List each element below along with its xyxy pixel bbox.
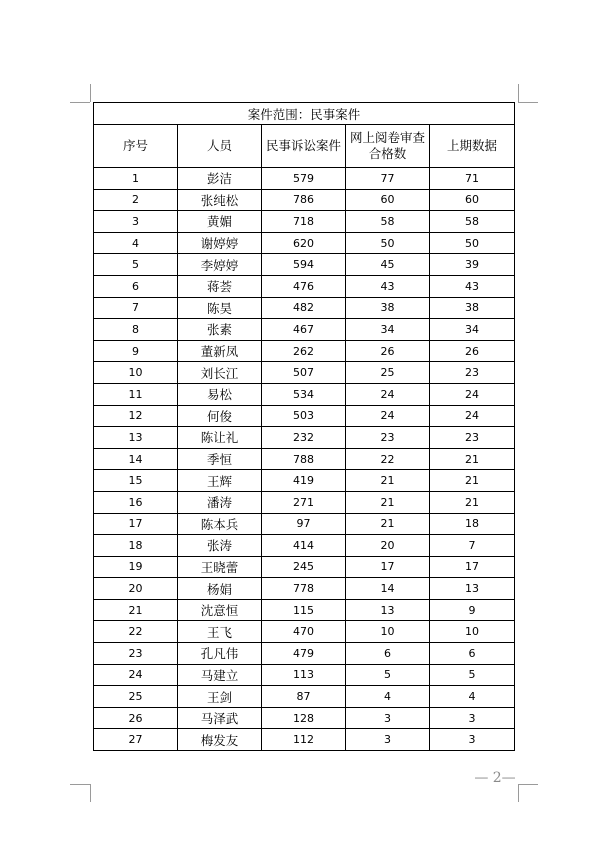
cell-index: 12 bbox=[94, 405, 178, 427]
cell-previous-data: 38 bbox=[430, 297, 515, 319]
cell-qualified-count: 25 bbox=[346, 362, 430, 384]
cell-civil-cases: 115 bbox=[262, 599, 346, 621]
table-row bbox=[94, 405, 515, 427]
cell-person: 陈本兵 bbox=[178, 513, 262, 535]
cell-previous-data: 71 bbox=[430, 168, 515, 190]
cell-qualified-count: 10 bbox=[346, 621, 430, 643]
table-row bbox=[94, 686, 515, 708]
case-statistics-table bbox=[93, 102, 515, 751]
crop-mark-top-right bbox=[518, 84, 519, 102]
cell-previous-data: 7 bbox=[430, 535, 515, 557]
cell-person: 董新凤 bbox=[178, 340, 262, 362]
table-row bbox=[94, 319, 515, 341]
cell-civil-cases: 470 bbox=[262, 621, 346, 643]
cell-previous-data: 17 bbox=[430, 556, 515, 578]
cell-person: 季恒 bbox=[178, 448, 262, 470]
cell-qualified-count: 24 bbox=[346, 405, 430, 427]
cell-previous-data: 10 bbox=[430, 621, 515, 643]
table-row bbox=[94, 513, 515, 535]
cell-index: 22 bbox=[94, 621, 178, 643]
cell-index: 15 bbox=[94, 470, 178, 492]
cell-civil-cases: 479 bbox=[262, 643, 346, 665]
cell-qualified-count: 22 bbox=[346, 448, 430, 470]
cell-qualified-count: 21 bbox=[346, 491, 430, 513]
cell-index: 26 bbox=[94, 707, 178, 729]
cell-civil-cases: 128 bbox=[262, 707, 346, 729]
cell-previous-data: 23 bbox=[430, 362, 515, 384]
cell-index: 8 bbox=[94, 319, 178, 341]
cell-person: 潘涛 bbox=[178, 491, 262, 513]
cell-previous-data: 6 bbox=[430, 643, 515, 665]
cell-person: 王辉 bbox=[178, 470, 262, 492]
cell-person: 沈意恒 bbox=[178, 599, 262, 621]
cell-index: 16 bbox=[94, 491, 178, 513]
cell-qualified-count: 24 bbox=[346, 383, 430, 405]
cell-civil-cases: 579 bbox=[262, 168, 346, 190]
table-row bbox=[94, 448, 515, 470]
cell-civil-cases: 620 bbox=[262, 232, 346, 254]
cell-qualified-count: 26 bbox=[346, 340, 430, 362]
table-row bbox=[94, 556, 515, 578]
cell-person: 张素 bbox=[178, 319, 262, 341]
cell-index: 19 bbox=[94, 556, 178, 578]
cell-civil-cases: 87 bbox=[262, 686, 346, 708]
header-civil-cases: 民事诉讼案件 bbox=[262, 125, 346, 168]
page-number: — 2— bbox=[474, 770, 516, 786]
crop-mark-top-left bbox=[70, 102, 90, 103]
cell-person: 张涛 bbox=[178, 535, 262, 557]
cell-civil-cases: 419 bbox=[262, 470, 346, 492]
cell-qualified-count: 21 bbox=[346, 470, 430, 492]
cell-person: 彭洁 bbox=[178, 168, 262, 190]
cell-qualified-count: 23 bbox=[346, 427, 430, 449]
cell-person: 马泽武 bbox=[178, 707, 262, 729]
cell-civil-cases: 414 bbox=[262, 535, 346, 557]
cell-previous-data: 39 bbox=[430, 254, 515, 276]
crop-mark-top-right bbox=[518, 102, 538, 103]
cell-qualified-count: 3 bbox=[346, 707, 430, 729]
cell-person: 黄媚 bbox=[178, 211, 262, 233]
cell-qualified-count: 45 bbox=[346, 254, 430, 276]
cell-index: 6 bbox=[94, 275, 178, 297]
table-scope-row bbox=[94, 103, 515, 125]
cell-civil-cases: 534 bbox=[262, 383, 346, 405]
cell-qualified-count: 13 bbox=[346, 599, 430, 621]
table-row bbox=[94, 643, 515, 665]
table-row bbox=[94, 599, 515, 621]
cell-person: 孔凡伟 bbox=[178, 643, 262, 665]
cell-index: 18 bbox=[94, 535, 178, 557]
cell-qualified-count: 4 bbox=[346, 686, 430, 708]
cell-index: 21 bbox=[94, 599, 178, 621]
cell-previous-data: 4 bbox=[430, 686, 515, 708]
crop-mark-bottom-right bbox=[518, 784, 538, 785]
cell-index: 3 bbox=[94, 211, 178, 233]
cell-civil-cases: 97 bbox=[262, 513, 346, 535]
table-row bbox=[94, 470, 515, 492]
cell-civil-cases: 112 bbox=[262, 729, 346, 751]
cell-index: 2 bbox=[94, 189, 178, 211]
table-row bbox=[94, 664, 515, 686]
cell-qualified-count: 14 bbox=[346, 578, 430, 600]
header-online-review-qualified: 网上阅卷审查合格数 bbox=[346, 125, 430, 168]
cell-qualified-count: 50 bbox=[346, 232, 430, 254]
cell-previous-data: 50 bbox=[430, 232, 515, 254]
table-row bbox=[94, 707, 515, 729]
cell-previous-data: 23 bbox=[430, 427, 515, 449]
cell-previous-data: 21 bbox=[430, 491, 515, 513]
cell-civil-cases: 503 bbox=[262, 405, 346, 427]
cell-civil-cases: 113 bbox=[262, 664, 346, 686]
cell-index: 25 bbox=[94, 686, 178, 708]
table-row bbox=[94, 383, 515, 405]
cell-person: 陈昊 bbox=[178, 297, 262, 319]
cell-qualified-count: 6 bbox=[346, 643, 430, 665]
table-row bbox=[94, 362, 515, 384]
table-row bbox=[94, 340, 515, 362]
header-person: 人员 bbox=[178, 125, 262, 168]
table-row bbox=[94, 254, 515, 276]
table-row bbox=[94, 491, 515, 513]
table-row bbox=[94, 427, 515, 449]
cell-index: 10 bbox=[94, 362, 178, 384]
cell-index: 24 bbox=[94, 664, 178, 686]
cell-civil-cases: 594 bbox=[262, 254, 346, 276]
cell-person: 王飞 bbox=[178, 621, 262, 643]
cell-person: 蒋荟 bbox=[178, 275, 262, 297]
cell-person: 梅发友 bbox=[178, 729, 262, 751]
cell-civil-cases: 232 bbox=[262, 427, 346, 449]
cell-qualified-count: 21 bbox=[346, 513, 430, 535]
cell-person: 张纯松 bbox=[178, 189, 262, 211]
cell-person: 刘长江 bbox=[178, 362, 262, 384]
table-row bbox=[94, 211, 515, 233]
cell-qualified-count: 60 bbox=[346, 189, 430, 211]
cell-person: 王晓蕾 bbox=[178, 556, 262, 578]
crop-mark-bottom-right bbox=[518, 784, 519, 802]
cell-qualified-count: 5 bbox=[346, 664, 430, 686]
cell-civil-cases: 786 bbox=[262, 189, 346, 211]
cell-person: 何俊 bbox=[178, 405, 262, 427]
cell-qualified-count: 43 bbox=[346, 275, 430, 297]
cell-qualified-count: 77 bbox=[346, 168, 430, 190]
crop-mark-bottom-left bbox=[90, 784, 91, 802]
cell-previous-data: 24 bbox=[430, 405, 515, 427]
cell-index: 1 bbox=[94, 168, 178, 190]
cell-civil-cases: 476 bbox=[262, 275, 346, 297]
cell-index: 13 bbox=[94, 427, 178, 449]
table-row bbox=[94, 275, 515, 297]
cell-previous-data: 9 bbox=[430, 599, 515, 621]
cell-index: 4 bbox=[94, 232, 178, 254]
table-row bbox=[94, 535, 515, 557]
cell-person: 谢婷婷 bbox=[178, 232, 262, 254]
cell-index: 14 bbox=[94, 448, 178, 470]
cell-person: 易松 bbox=[178, 383, 262, 405]
table-row bbox=[94, 232, 515, 254]
case-scope-title: 案件范围：民事案件 bbox=[94, 103, 515, 125]
cell-qualified-count: 34 bbox=[346, 319, 430, 341]
cell-civil-cases: 778 bbox=[262, 578, 346, 600]
cell-previous-data: 3 bbox=[430, 707, 515, 729]
cell-previous-data: 13 bbox=[430, 578, 515, 600]
cell-person: 杨娟 bbox=[178, 578, 262, 600]
cell-person: 陈让礼 bbox=[178, 427, 262, 449]
cell-index: 27 bbox=[94, 729, 178, 751]
cell-previous-data: 34 bbox=[430, 319, 515, 341]
cell-previous-data: 21 bbox=[430, 448, 515, 470]
table-row bbox=[94, 578, 515, 600]
table-body bbox=[94, 168, 515, 751]
cell-civil-cases: 718 bbox=[262, 211, 346, 233]
cell-index: 23 bbox=[94, 643, 178, 665]
cell-previous-data: 18 bbox=[430, 513, 515, 535]
cell-previous-data: 26 bbox=[430, 340, 515, 362]
cell-civil-cases: 467 bbox=[262, 319, 346, 341]
cell-civil-cases: 507 bbox=[262, 362, 346, 384]
cell-civil-cases: 262 bbox=[262, 340, 346, 362]
cell-index: 11 bbox=[94, 383, 178, 405]
header-index: 序号 bbox=[94, 125, 178, 168]
cell-previous-data: 24 bbox=[430, 383, 515, 405]
cell-index: 20 bbox=[94, 578, 178, 600]
cell-index: 9 bbox=[94, 340, 178, 362]
cell-person: 李婷婷 bbox=[178, 254, 262, 276]
table-row bbox=[94, 297, 515, 319]
cell-previous-data: 5 bbox=[430, 664, 515, 686]
cell-previous-data: 21 bbox=[430, 470, 515, 492]
cell-person: 王剑 bbox=[178, 686, 262, 708]
cell-qualified-count: 58 bbox=[346, 211, 430, 233]
cell-previous-data: 3 bbox=[430, 729, 515, 751]
table-row bbox=[94, 621, 515, 643]
cell-qualified-count: 38 bbox=[346, 297, 430, 319]
table-row bbox=[94, 729, 515, 751]
cell-person: 马建立 bbox=[178, 664, 262, 686]
table-header-row bbox=[94, 125, 515, 168]
cell-index: 7 bbox=[94, 297, 178, 319]
crop-mark-bottom-left bbox=[70, 784, 90, 785]
cell-qualified-count: 20 bbox=[346, 535, 430, 557]
cell-qualified-count: 3 bbox=[346, 729, 430, 751]
cell-civil-cases: 245 bbox=[262, 556, 346, 578]
cell-previous-data: 43 bbox=[430, 275, 515, 297]
cell-civil-cases: 482 bbox=[262, 297, 346, 319]
header-previous-period: 上期数据 bbox=[430, 125, 515, 168]
cell-previous-data: 60 bbox=[430, 189, 515, 211]
table-row bbox=[94, 189, 515, 211]
cell-index: 5 bbox=[94, 254, 178, 276]
crop-mark-top-left bbox=[90, 84, 91, 102]
table-row bbox=[94, 168, 515, 190]
cell-qualified-count: 17 bbox=[346, 556, 430, 578]
cell-civil-cases: 271 bbox=[262, 491, 346, 513]
cell-civil-cases: 788 bbox=[262, 448, 346, 470]
cell-previous-data: 58 bbox=[430, 211, 515, 233]
cell-index: 17 bbox=[94, 513, 178, 535]
